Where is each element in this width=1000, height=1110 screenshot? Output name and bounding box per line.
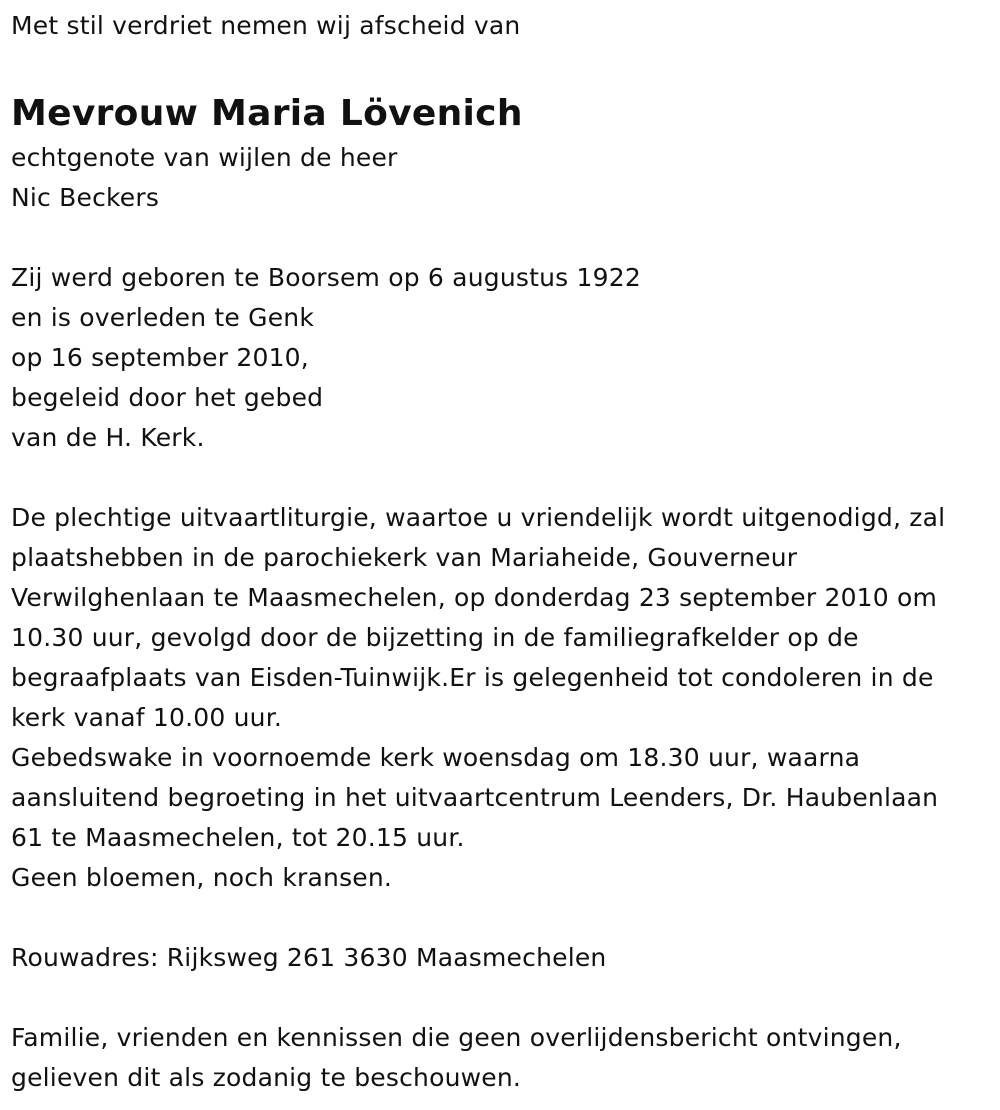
- spouse-line: echtgenote van wijlen de heer: [11, 143, 398, 172]
- birth-death-line: begeleid door het gebed: [11, 383, 324, 412]
- closing-block: [11, 1018, 996, 1098]
- birth-death-line: op 16 september 2010,: [11, 343, 309, 372]
- spacer: [11, 218, 996, 258]
- obituary-notice: [11, 8, 996, 1098]
- funeral-line: aansluitend begroeting in het uitvaartcentrum Leenders, Dr. Haubenlaan: [11, 783, 939, 812]
- closing-line: Familie, vrienden en kennissen die geen overlijdensbericht ontvingen,: [11, 1023, 902, 1052]
- funeral-line: Gebedswake in voornoemde kerk woensdag om 18.30 uur, waarna: [11, 743, 861, 772]
- mourning-address: Rouwadres: Rijksweg 261 3630 Maasmechelen: [11, 943, 607, 972]
- birth-death-line: Zij werd geboren te Boorsem op 6 augustus 1922: [11, 263, 641, 292]
- birth-death-block: [11, 258, 996, 458]
- birth-death-line: en is overleden te Genk: [11, 303, 315, 332]
- funeral-line: Verwilghenlaan te Maasmechelen, op donderdag 23 september 2010 om: [11, 583, 938, 612]
- birth-death-line: van de H. Kerk.: [11, 423, 205, 452]
- spacer: [11, 458, 996, 498]
- spouse-block: [11, 138, 996, 218]
- deceased-name: Mevrouw Maria Lövenich: [11, 93, 523, 134]
- spouse-line: Nic Beckers: [11, 183, 160, 212]
- funeral-line: 10.30 uur, gevolgd door de bijzetting in de familiegrafkelder op de: [11, 623, 859, 652]
- funeral-details-block: [11, 498, 996, 898]
- funeral-line: Geen bloemen, noch kransen.: [11, 863, 393, 892]
- spacer: [11, 978, 996, 1018]
- funeral-line: kerk vanaf 10.00 uur.: [11, 703, 283, 732]
- funeral-line: 61 te Maasmechelen, tot 20.15 uur.: [11, 823, 465, 852]
- closing-line: gelieven dit als zodanig te beschouwen.: [11, 1063, 522, 1092]
- spacer: [11, 898, 996, 938]
- funeral-line: De plechtige uitvaartliturgie, waartoe u vriendelijk wordt uitgenodigd, zal: [11, 503, 946, 532]
- funeral-line: plaatshebben in de parochiekerk van Mariaheide, Gouverneur: [11, 543, 798, 572]
- funeral-line: begraafplaats van Eisden-Tuinwijk.Er is gelegenheid tot condoleren in de: [11, 663, 934, 692]
- intro-text: Met stil verdriet nemen wij afscheid van: [11, 11, 521, 40]
